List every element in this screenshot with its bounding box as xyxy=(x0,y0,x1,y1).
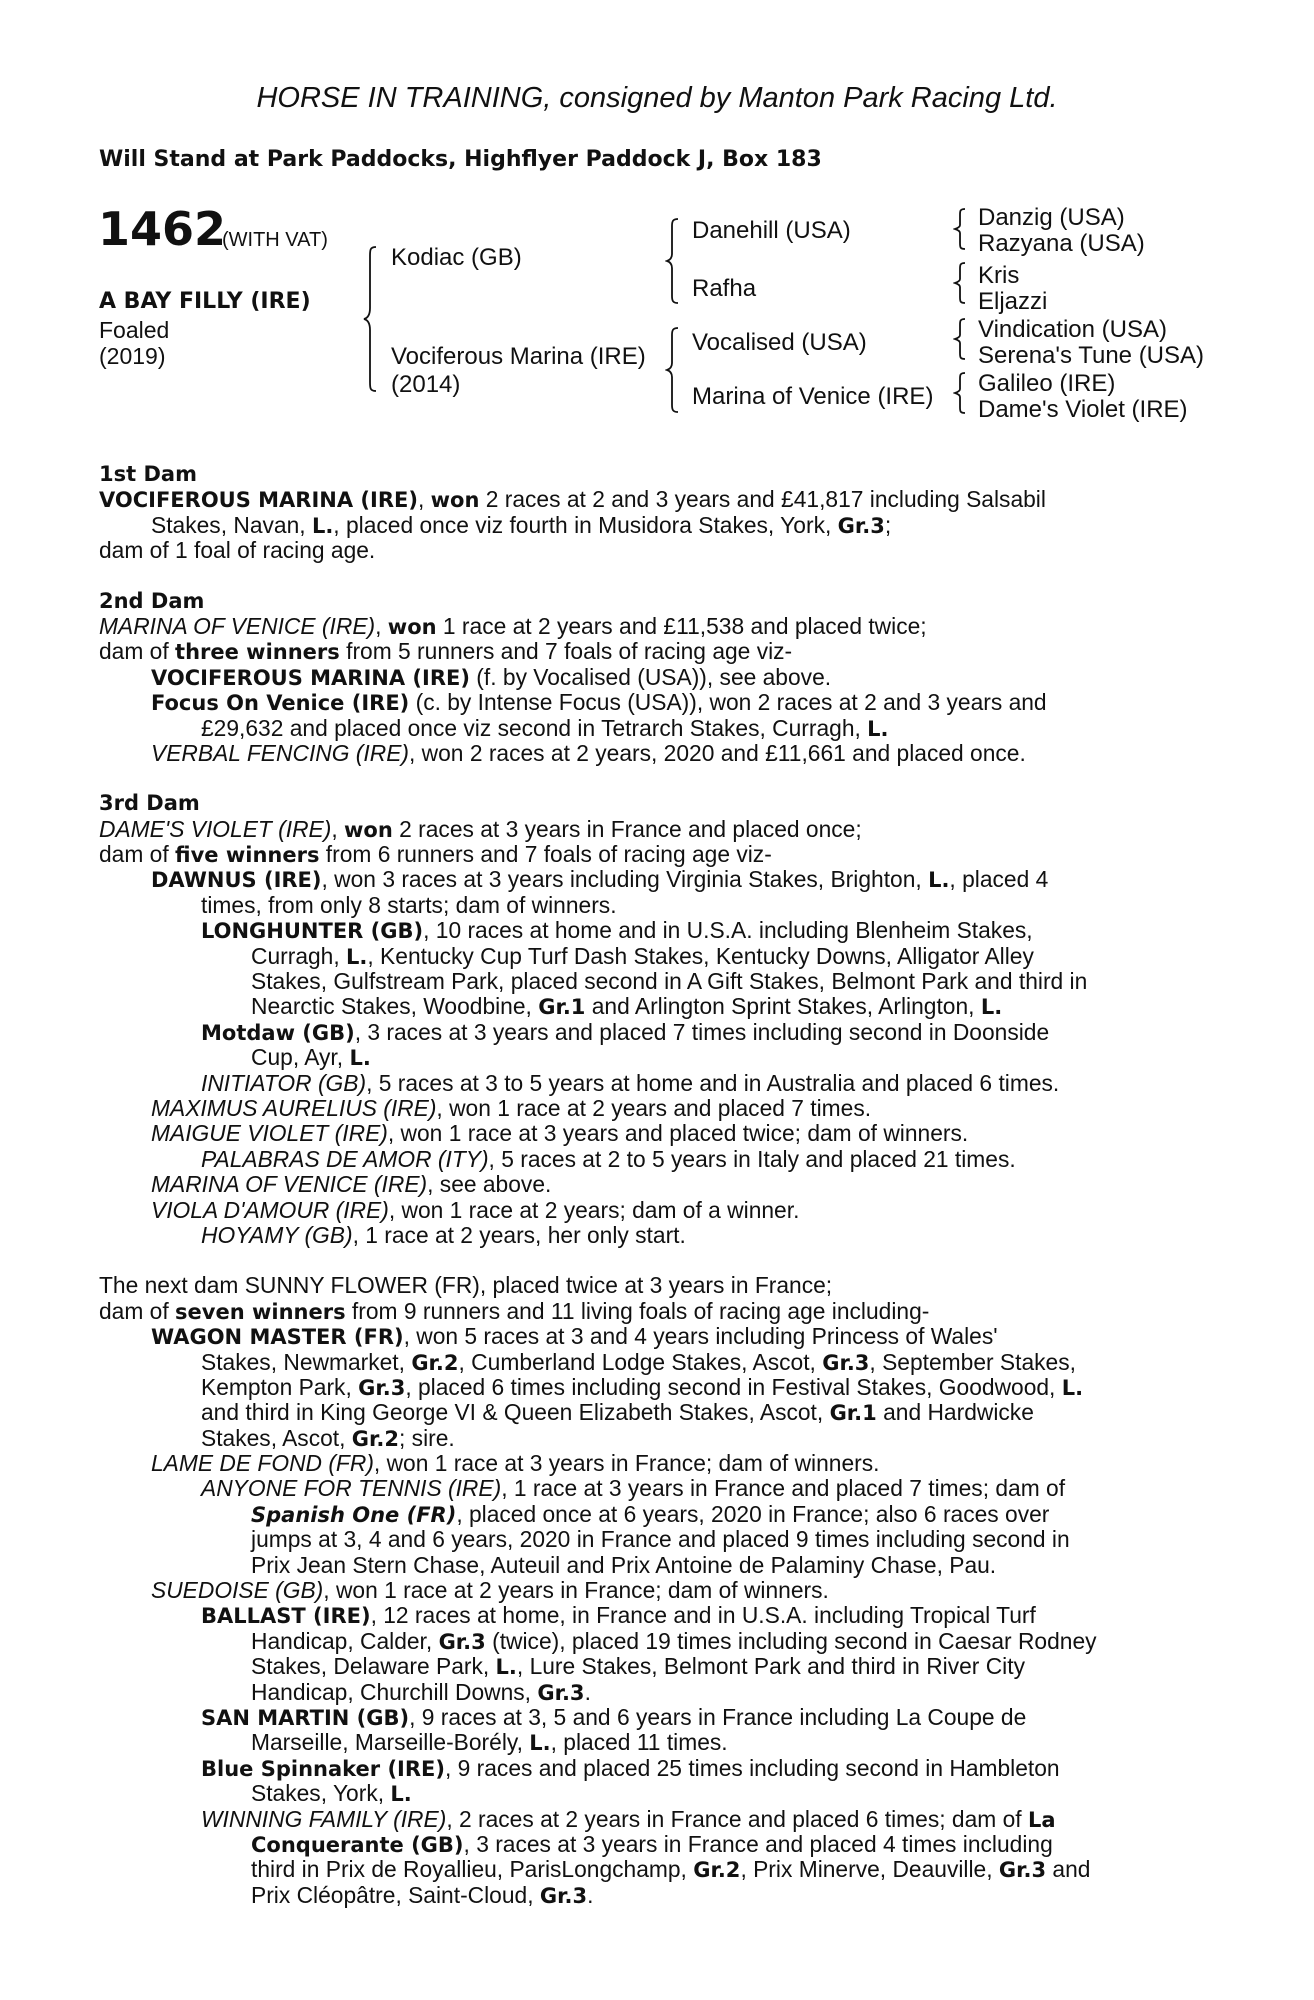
text-run: , xyxy=(417,486,431,513)
pedigree-dam: Vociferous Marina (IRE) xyxy=(391,343,646,370)
text-run: , Kentucky Cup Turf Dash Stakes, Kentucky Downs, Alligator Alley xyxy=(367,942,1034,969)
text-run: times, from only 8 starts; dam of winners. xyxy=(201,891,617,918)
family-line xyxy=(99,1299,1209,1324)
family-line xyxy=(99,1375,1209,1400)
text-run: DAWNUS (IRE) xyxy=(151,868,322,893)
stand-location: Will Stand at Park Paddocks, Highflyer Paddock J, Box 183 xyxy=(99,147,822,172)
family-line xyxy=(99,1198,1209,1223)
text-run: Gr.3 xyxy=(438,1629,486,1654)
text-run: from 9 runners and 11 living foals of racing age including- xyxy=(345,1297,930,1324)
family-line xyxy=(99,994,1209,1019)
family-line xyxy=(99,1223,1209,1248)
text-run: . xyxy=(584,1678,591,1705)
text-run: Blue Spinnaker (IRE) xyxy=(201,1756,445,1781)
text-run: dam of xyxy=(99,841,176,868)
family-line xyxy=(99,1629,1209,1654)
family-line xyxy=(99,1857,1209,1882)
family-line xyxy=(99,1476,1209,1501)
text-run: , won 2 races at 2 years, 2020 and £11,661 and placed once. xyxy=(409,739,1026,766)
text-run: L. xyxy=(349,1046,371,1071)
text-run: , 5 races at 3 to 5 years at home and in Australia and placed 6 times. xyxy=(366,1069,1060,1096)
text-run: Stakes, Gulfstream Park, placed second in A Gift Stakes, Belmont Park and third in xyxy=(251,968,1088,995)
family-line xyxy=(99,1756,1209,1781)
pedigree-bracket-g4 xyxy=(953,372,967,414)
text-run: Gr.3 xyxy=(539,1883,588,1908)
text-run: Cup, Ayr, xyxy=(251,1044,350,1071)
text-run: VOCIFEROUS MARINA (IRE) xyxy=(99,488,418,513)
text-run: HOYAMY (GB) xyxy=(201,1221,353,1248)
text-run: , placed 11 times. xyxy=(550,1729,728,1756)
pedigree-sire-dam: Rafha xyxy=(692,275,757,302)
family-line xyxy=(99,1527,1209,1552)
text-run: WAGON MASTER (FR) xyxy=(151,1325,404,1350)
text-run: Gr.1 xyxy=(538,995,586,1020)
text-run: , won 1 race at 2 years in France; dam of winners. xyxy=(323,1577,829,1604)
family-section xyxy=(99,589,1209,767)
text-run: Gr.2 xyxy=(411,1350,459,1375)
text-run: , placed once viz fourth in Musidora Stakes, York, xyxy=(333,511,838,538)
text-run: , placed 4 xyxy=(949,866,1049,893)
family-line xyxy=(99,893,1209,918)
text-run: L. xyxy=(980,995,1003,1020)
family-line xyxy=(99,1273,1209,1298)
family-line xyxy=(99,639,1209,664)
text-run: Gr.1 xyxy=(829,1401,877,1426)
text-run: , 5 races at 2 to 5 years in Italy and placed 21 times. xyxy=(488,1145,1016,1172)
text-run: and xyxy=(1046,1856,1091,1883)
text-run: Handicap, Calder, xyxy=(251,1627,439,1654)
text-run: , 12 races at home, in France and in U.S.A. including Tropical Turf xyxy=(370,1602,1036,1629)
text-run: Stakes, Delaware Park, xyxy=(251,1653,496,1680)
text-run: SUEDOISE (GB) xyxy=(151,1577,324,1604)
section-title: 1st Dam xyxy=(99,462,197,486)
family-line xyxy=(99,842,1209,867)
family-line xyxy=(99,918,1209,943)
text-run: L. xyxy=(495,1655,517,1680)
family-line xyxy=(99,1071,1209,1096)
pedigree-g7: Galileo (IRE) xyxy=(978,370,1116,397)
text-run: L. xyxy=(867,716,889,741)
text-run: DAME'S VIOLET (IRE) xyxy=(99,815,332,842)
family-line xyxy=(99,1400,1209,1425)
pedigree-bracket-g1 xyxy=(953,208,967,250)
pedigree-bracket-sire xyxy=(665,218,681,304)
text-run: Stakes, Ascot, xyxy=(201,1424,352,1451)
text-run: Nearctic Stakes, Woodbine, xyxy=(251,993,539,1020)
family-line xyxy=(99,1324,1209,1349)
text-run: , Lure Stakes, Belmont Park and third in River City xyxy=(516,1653,1025,1680)
text-run: won xyxy=(344,817,393,842)
family-line xyxy=(99,1451,1209,1476)
text-run: , 1 race at 3 years in France and placed 7 times; dam of xyxy=(501,1475,1066,1502)
family-line xyxy=(99,1603,1209,1628)
text-run: , 9 races at 3, 5 and 6 years in France including La Coupe de xyxy=(409,1703,1027,1730)
text-run: Prix Cléopâtre, Saint-Cloud, xyxy=(251,1881,540,1908)
family-section xyxy=(99,462,1209,564)
text-run: SAN MARTIN (GB) xyxy=(201,1705,410,1730)
text-run: and Arlington Sprint Stakes, Arlington, xyxy=(585,993,981,1020)
text-run: L. xyxy=(390,1782,412,1807)
family-line xyxy=(99,716,1209,741)
pedigree-g3: Kris xyxy=(978,262,1020,289)
text-run: , 1 race at 2 years, her only start. xyxy=(352,1221,686,1248)
text-run: , 9 races and placed 25 times including second in Hambleton xyxy=(444,1754,1060,1781)
text-run: LAME DE FOND (FR) xyxy=(151,1450,374,1477)
text-run: and third in King George VI & Queen Elizabeth Stakes, Ascot, xyxy=(201,1399,830,1426)
family-line xyxy=(99,1832,1209,1857)
text-run: Conquerante (GB) xyxy=(251,1832,464,1857)
text-run: Stakes, Newmarket, xyxy=(201,1348,412,1375)
pedigree-bracket-g3 xyxy=(953,318,967,360)
text-run: Focus On Venice (IRE) xyxy=(151,691,410,716)
text-run: , won 1 race at 2 years and placed 7 times. xyxy=(436,1094,872,1121)
text-run: VOCIFEROUS MARINA (IRE) xyxy=(151,665,470,690)
pedigree-dam-sire: Vocalised (USA) xyxy=(692,329,867,356)
text-run: , 3 races at 3 years in France and placed 4 times including xyxy=(463,1830,1053,1857)
text-run: VERBAL FENCING (IRE) xyxy=(151,739,409,766)
text-run: won xyxy=(430,488,480,513)
text-run: ANYONE FOR TENNIS (IRE) xyxy=(201,1475,502,1502)
text-run: dam of xyxy=(99,638,176,665)
text-run: five winners xyxy=(175,843,320,868)
text-run: The next dam SUNNY FLOWER (FR), placed twice at 3 years in France; xyxy=(99,1272,833,1299)
text-run: Gr.3 xyxy=(998,1858,1047,1883)
text-run: BALLAST (IRE) xyxy=(201,1604,371,1629)
text-run: Gr.3 xyxy=(537,1680,585,1705)
foaled-label: Foaled xyxy=(99,317,170,343)
family-line xyxy=(99,1578,1209,1603)
family-line xyxy=(99,944,1209,969)
family-line xyxy=(99,1096,1209,1121)
family-line xyxy=(99,1705,1209,1730)
text-run: La xyxy=(1027,1807,1056,1832)
text-run: L. xyxy=(1061,1375,1084,1400)
text-run: , Prix Minerve, Deauville, xyxy=(740,1856,999,1883)
text-run: (f. by Vocalised (USA)), see above. xyxy=(469,663,832,690)
family-line xyxy=(99,1172,1209,1197)
text-run: Gr.2 xyxy=(351,1426,399,1451)
text-run: , 2 races at 2 years in France and placed 6 times; dam of xyxy=(446,1805,1028,1832)
text-run: jumps at 3, 4 and 6 years, 2020 in France and placed 9 times including second in xyxy=(251,1526,1070,1553)
text-run: MAXIMUS AURELIUS (IRE) xyxy=(151,1094,437,1121)
text-run: 2 races at 2 and 3 years and £41,817 including Salsabil xyxy=(479,486,1046,513)
text-run: . xyxy=(587,1881,594,1908)
text-run: 2 races at 3 years in France and placed once; xyxy=(392,815,862,842)
family-line xyxy=(99,513,1209,538)
family-line xyxy=(99,817,1209,842)
text-run: , won 1 race at 2 years; dam of a winner. xyxy=(388,1196,800,1223)
text-run: , 10 races at home and in U.S.A. including Blenheim Stakes, xyxy=(423,917,1033,944)
text-run: , won 1 race at 3 years and placed twice; dam of winners. xyxy=(387,1120,969,1147)
family-line xyxy=(99,1350,1209,1375)
text-run: L. xyxy=(346,944,368,969)
text-run: MAIGUE VIOLET (IRE) xyxy=(151,1120,388,1147)
pedigree-bracket-main xyxy=(362,246,380,392)
text-run: £29,632 and placed once viz second in Tetrarch Stakes, Curragh, xyxy=(201,714,868,741)
family-line xyxy=(99,1730,1209,1755)
catalogue-heading: HORSE IN TRAINING, consigned by Manton Park Racing Ltd. xyxy=(256,82,1058,114)
family-line xyxy=(99,487,1209,512)
pedigree-bracket-dam xyxy=(665,327,681,413)
text-run: , xyxy=(375,612,388,639)
text-run: , placed once at 6 years, 2020 in France; also 6 races over xyxy=(456,1500,1050,1527)
pedigree-sire: Kodiac (GB) xyxy=(391,244,522,271)
pedigree-g1: Danzig (USA) xyxy=(978,204,1125,231)
text-run: VIOLA D'AMOUR (IRE) xyxy=(151,1196,389,1223)
pedigree-g8: Dame's Violet (IRE) xyxy=(978,396,1188,423)
family-line xyxy=(99,1654,1209,1679)
text-run: dam of xyxy=(99,1297,176,1324)
text-run: LONGHUNTER (GB) xyxy=(201,919,424,944)
family-line xyxy=(99,1426,1209,1451)
text-run: Prix Jean Stern Chase, Auteuil and Prix Antoine de Palaminy Chase, Pau. xyxy=(251,1551,997,1578)
text-run: , placed 6 times including second in Festival Stakes, Goodwood, xyxy=(405,1373,1062,1400)
text-run: , won 1 race at 3 years in France; dam of winners. xyxy=(373,1450,880,1477)
text-run: 1 race at 2 years and £11,538 and placed twice; xyxy=(436,612,927,639)
pedigree-g2: Razyana (USA) xyxy=(978,230,1145,257)
foaled-year: (2019) xyxy=(99,343,166,369)
text-run: L. xyxy=(928,868,950,893)
text-run: , xyxy=(331,815,345,842)
pedigree-sire-sire: Danehill (USA) xyxy=(692,217,851,244)
family-line xyxy=(99,1121,1209,1146)
text-run: , Cumberland Lodge Stakes, Ascot, xyxy=(458,1348,823,1375)
text-run: seven winners xyxy=(175,1299,346,1324)
text-run: Gr.3 xyxy=(837,513,885,538)
text-run: ; sire. xyxy=(399,1424,455,1451)
text-run: Stakes, York, xyxy=(251,1780,391,1807)
lot-number: 1462 xyxy=(98,202,227,256)
text-run: Gr.3 xyxy=(822,1350,870,1375)
family-line xyxy=(99,1807,1209,1832)
text-run: third in Prix de Royallieu, ParisLongchamp, xyxy=(251,1856,694,1883)
text-run: Handicap, Churchill Downs, xyxy=(251,1678,538,1705)
family-line xyxy=(99,1680,1209,1705)
family-line xyxy=(99,690,1209,715)
text-run: INITIATOR (GB) xyxy=(201,1069,367,1096)
pedigree-g5: Vindication (USA) xyxy=(978,316,1167,343)
text-run: PALABRAS DE AMOR (ITY) xyxy=(201,1145,489,1172)
text-run: WINNING FAMILY (IRE) xyxy=(201,1805,447,1832)
text-run: from 5 runners and 7 foals of racing age viz- xyxy=(339,638,793,665)
family-line xyxy=(99,1883,1209,1908)
text-run: from 6 runners and 7 foals of racing age viz- xyxy=(319,841,772,868)
family-line xyxy=(99,1147,1209,1172)
vat-note: (WITH VAT) xyxy=(222,229,328,251)
family-line xyxy=(99,614,1209,639)
text-run: Spanish One (FR) xyxy=(251,1502,457,1527)
text-run: MARINA OF VENICE (IRE) xyxy=(99,612,376,639)
section-title: 3rd Dam xyxy=(99,791,200,816)
text-run: ; xyxy=(884,511,892,538)
text-run: L. xyxy=(311,513,334,538)
text-run: Kempton Park, xyxy=(201,1373,359,1400)
text-run: won xyxy=(387,614,437,639)
text-run: L. xyxy=(529,1731,551,1756)
pedigree-dam-dam: Marina of Venice (IRE) xyxy=(692,383,934,410)
text-run: , won 5 races at 3 and 4 years including Princess of Wales' xyxy=(403,1323,998,1350)
text-run: MARINA OF VENICE (IRE) xyxy=(151,1171,428,1198)
family-line xyxy=(99,665,1209,690)
text-run: , see above. xyxy=(427,1171,552,1198)
text-run: three winners xyxy=(175,640,340,665)
text-run: , won 3 races at 3 years including Virginia Stakes, Brighton, xyxy=(321,866,929,893)
section-title: 2nd Dam xyxy=(99,588,205,613)
text-run: Gr.2 xyxy=(693,1858,741,1883)
text-run: Curragh, xyxy=(251,942,347,969)
text-run: dam of 1 foal of racing age. xyxy=(99,537,376,564)
text-run: , September Stakes, xyxy=(869,1348,1076,1375)
text-run: Gr.3 xyxy=(358,1375,406,1400)
pedigree-g6: Serena's Tune (USA) xyxy=(978,342,1205,369)
family-line xyxy=(99,969,1209,994)
family-section xyxy=(99,1273,1209,1908)
family-line xyxy=(99,538,1209,563)
text-run: , 3 races at 3 years and placed 7 times including second in Doonside xyxy=(354,1018,1050,1045)
pedigree-bracket-g2 xyxy=(953,262,967,304)
family-line xyxy=(99,867,1209,892)
text-run: Stakes, Navan, xyxy=(151,511,312,538)
text-run: and Hardwicke xyxy=(876,1399,1034,1426)
family-line xyxy=(99,1781,1209,1806)
family-line xyxy=(99,1502,1209,1527)
text-run: Motdaw (GB) xyxy=(201,1020,355,1045)
pedigree-g4: Eljazzi xyxy=(978,288,1048,315)
text-run: (c. by Intense Focus (USA)), won 2 races at 2 and 3 years and xyxy=(409,689,1047,716)
family-line xyxy=(99,741,1209,766)
lot-title: A BAY FILLY (IRE) xyxy=(99,289,311,314)
family-line xyxy=(99,1045,1209,1070)
family-line xyxy=(99,1020,1209,1045)
family-history xyxy=(99,462,1209,1908)
text-run: Marseille, Marseille-Borély, xyxy=(251,1729,530,1756)
family-section xyxy=(99,791,1209,1248)
pedigree-dam-year: (2014) xyxy=(391,371,461,398)
family-line xyxy=(99,1553,1209,1578)
text-run: (twice), placed 19 times including second in Caesar Rodney xyxy=(485,1627,1097,1654)
